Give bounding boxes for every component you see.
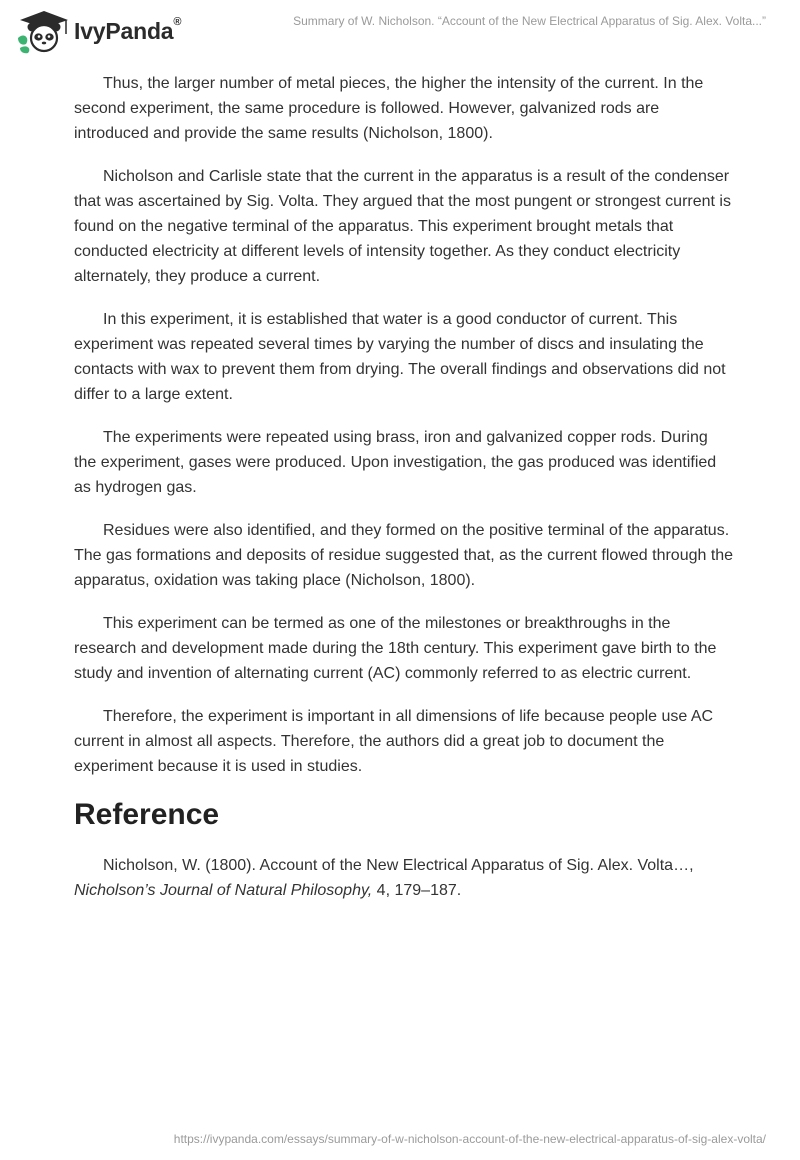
page-header xyxy=(0,0,800,60)
logo-text: IvyPanda xyxy=(74,17,174,44)
logo-wordmark xyxy=(74,15,182,45)
footer-url[interactable]: https://ivypanda.com/essays/summary-of-w-nicholson-account-of-the-new-electrical-apparatus-of-sig-alex-volta/ xyxy=(173,1132,766,1146)
citation-tail: 4, 179–187. xyxy=(372,882,462,899)
ivypanda-logo[interactable] xyxy=(14,8,181,54)
body-paragraph: Residues were also identified, and they formed on the positive terminal of the apparatus. The gas formations and deposits of residue suggested that, as the current flowed through the apparatus, oxidation was taking place (Nicholson, 1800). xyxy=(74,522,734,589)
panda-graduate-icon xyxy=(14,8,72,54)
body-paragraph: Nicholson and Carlisle state that the current in the apparatus is a result of the condenser that was ascertained by Sig. Volta. They argued that the most pungent or strongest current is found on the negative terminal of the apparatus. This experiment brought metals that conducted electricity at different levels of intensity together. As they conduct electricity alternately, they produce a current. xyxy=(74,168,731,285)
citation-main: Nicholson, W. (1800). Account of the New Electrical Apparatus of Sig. Alex. Volta…, xyxy=(103,857,694,874)
body-paragraph: This experiment can be termed as one of the milestones or breakthroughs in the research and development made during the 18th century. This experiment gave birth to the study and invention of alternating current (AC) commonly referred to as electric current. xyxy=(74,615,717,682)
reference-heading: Reference xyxy=(74,798,220,831)
body-paragraph: Thus, the larger number of metal pieces, the higher the intensity of the current. In the second experiment, the same procedure is followed. However, galvanized rods are introduced and provide the same results (Nicholson, 1800). xyxy=(74,75,704,142)
body-paragraph: In this experiment, it is established that water is a good conductor of current. This experiment was repeated several times by varying the number of discs and insulating the contacts with wax to prevent them from drying. The overall findings and observations did not differ to a large extent. xyxy=(74,311,726,403)
essay-content xyxy=(74,71,734,903)
running-title: Summary of W. Nicholson. “Account of the New Electrical Apparatus of Sig. Alex. Volta...” xyxy=(293,14,766,28)
citation-journal: Nicholson’s Journal of Natural Philosophy, xyxy=(74,882,373,899)
body-paragraph: Therefore, the experiment is important in all dimensions of life because people use AC current in almost all aspects. Therefore, the authors did a great job to document the experiment because it is used in studies. xyxy=(74,708,714,775)
reference-citation xyxy=(74,853,734,903)
registered-mark: ® xyxy=(173,15,182,28)
body-paragraph: The experiments were repeated using brass, iron and galvanized copper rods. During the experiment, gases were produced. Upon investigation, the gas produced was identified as hydrogen gas. xyxy=(74,429,717,496)
